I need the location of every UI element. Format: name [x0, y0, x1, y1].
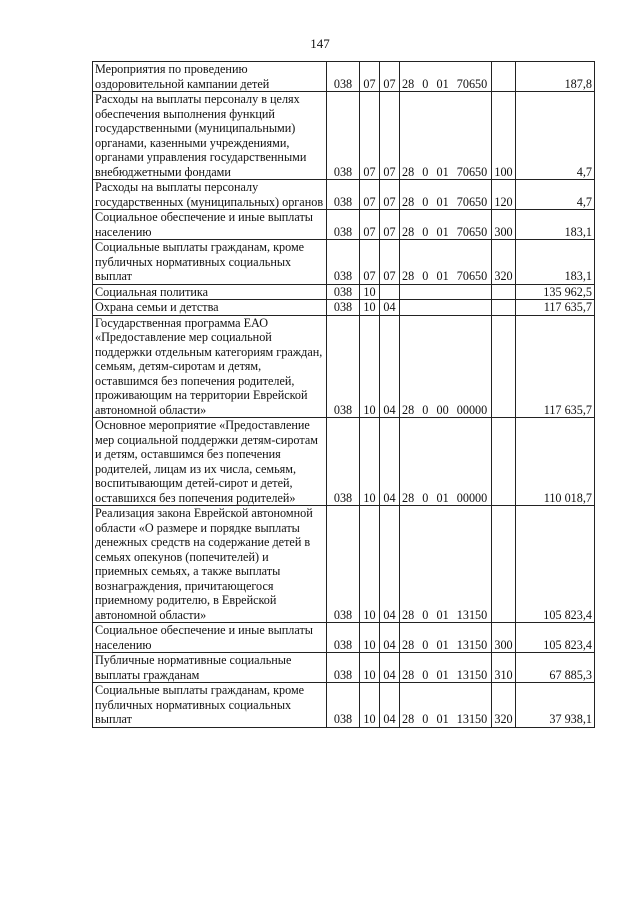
row-section-code: 07 — [360, 92, 380, 180]
row-amount: 110 018,7 — [516, 418, 595, 506]
row-target-article-code: 28 0 01 70650 — [400, 210, 492, 240]
budget-table-body — [93, 62, 595, 728]
row-section-code: 10 — [360, 300, 380, 316]
row-target-article-code: 28 0 01 13150 — [400, 653, 492, 683]
row-amount: 4,7 — [516, 92, 595, 180]
table-row — [93, 180, 595, 210]
row-name: Государственная программа ЕАО «Предоставление мер социальной поддержки отдельным категориям граждан, семьям, детям-сиротам и детям, оставшимся без попечения родителей, проживающим на территории Еврейской автономной области» — [93, 315, 327, 418]
row-amount: 117 635,7 — [516, 300, 595, 316]
row-name: Публичные нормативные социальные выплаты гражданам — [93, 653, 327, 683]
row-amount: 135 962,5 — [516, 284, 595, 300]
row-target-article-code — [400, 284, 492, 300]
table-row — [93, 240, 595, 285]
row-name: Основное мероприятие «Предоставление мер социальной поддержки детям-сиротам и детям, оставшимся без попечения родителей, лицам из их числа, семьям, воспитывающим детей-сирот и детей, оставшихся без попечения родителей» — [93, 418, 327, 506]
row-amount: 187,8 — [516, 62, 595, 92]
row-expense-type-code — [492, 284, 516, 300]
row-expense-type-code: 320 — [492, 240, 516, 285]
row-subsection-code: 04 — [380, 623, 400, 653]
row-grbs-code: 038 — [327, 315, 360, 418]
row-section-code: 10 — [360, 418, 380, 506]
row-expense-type-code — [492, 418, 516, 506]
table-row — [93, 315, 595, 418]
row-expense-type-code: 100 — [492, 92, 516, 180]
row-grbs-code: 038 — [327, 210, 360, 240]
table-row — [93, 62, 595, 92]
row-amount: 67 885,3 — [516, 653, 595, 683]
row-subsection-code: 04 — [380, 300, 400, 316]
row-grbs-code: 038 — [327, 284, 360, 300]
row-target-article-code: 28 0 01 13150 — [400, 623, 492, 653]
row-amount: 183,1 — [516, 210, 595, 240]
row-target-article-code: 28 0 01 70650 — [400, 62, 492, 92]
row-name: Социальные выплаты гражданам, кроме публичных нормативных социальных выплат — [93, 240, 327, 285]
row-subsection-code: 04 — [380, 506, 400, 623]
row-grbs-code: 038 — [327, 62, 360, 92]
row-section-code: 07 — [360, 240, 380, 285]
row-grbs-code: 038 — [327, 506, 360, 623]
row-grbs-code: 038 — [327, 240, 360, 285]
row-section-code: 10 — [360, 653, 380, 683]
row-expense-type-code — [492, 506, 516, 623]
row-expense-type-code: 300 — [492, 623, 516, 653]
row-section-code: 10 — [360, 506, 380, 623]
row-name: Социальные выплаты гражданам, кроме публичных нормативных социальных выплат — [93, 683, 327, 728]
row-expense-type-code — [492, 62, 516, 92]
row-name: Социальное обеспечение и иные выплаты населению — [93, 210, 327, 240]
table-row — [93, 623, 595, 653]
row-name: Охрана семьи и детства — [93, 300, 327, 316]
table-row — [93, 418, 595, 506]
row-target-article-code: 28 0 01 70650 — [400, 240, 492, 285]
row-subsection-code: 07 — [380, 62, 400, 92]
row-name: Расходы на выплаты персоналу в целях обеспечения выполнения функций государственными (муниципальными) органами, казенными учреждениями, органами управления государственными внебюджетными фондами — [93, 92, 327, 180]
row-expense-type-code: 310 — [492, 653, 516, 683]
table-row — [93, 210, 595, 240]
row-subsection-code: 07 — [380, 92, 400, 180]
row-grbs-code: 038 — [327, 653, 360, 683]
row-subsection-code: 04 — [380, 315, 400, 418]
table-row — [93, 300, 595, 316]
row-grbs-code: 038 — [327, 180, 360, 210]
row-subsection-code: 07 — [380, 180, 400, 210]
row-amount: 4,7 — [516, 180, 595, 210]
row-amount: 105 823,4 — [516, 506, 595, 623]
row-grbs-code: 038 — [327, 92, 360, 180]
row-target-article-code: 28 0 00 00000 — [400, 315, 492, 418]
row-grbs-code: 038 — [327, 418, 360, 506]
row-subsection-code — [380, 284, 400, 300]
row-subsection-code: 07 — [380, 240, 400, 285]
row-name: Социальное обеспечение и иные выплаты населению — [93, 623, 327, 653]
table-row — [93, 92, 595, 180]
row-target-article-code: 28 0 01 70650 — [400, 92, 492, 180]
table-row — [93, 284, 595, 300]
table-row — [93, 683, 595, 728]
row-expense-type-code — [492, 300, 516, 316]
row-name: Реализация закона Еврейской автономной области «О размере и порядке выплаты денежных средств на содержание детей в семьях опекунов (попечителей) и приемных семьях, а также выплаты вознаграждения, причитающегося приемному родителю, в Еврейской автономной области» — [93, 506, 327, 623]
row-target-article-code: 28 0 01 13150 — [400, 506, 492, 623]
row-expense-type-code: 320 — [492, 683, 516, 728]
row-section-code: 10 — [360, 683, 380, 728]
row-section-code: 07 — [360, 180, 380, 210]
budget-table — [92, 61, 595, 728]
row-subsection-code: 04 — [380, 683, 400, 728]
table-row — [93, 506, 595, 623]
row-grbs-code: 038 — [327, 683, 360, 728]
row-name: Мероприятия по проведению оздоровительной кампании детей — [93, 62, 327, 92]
row-target-article-code — [400, 300, 492, 316]
row-subsection-code: 07 — [380, 210, 400, 240]
row-target-article-code: 28 0 01 13150 — [400, 683, 492, 728]
row-section-code: 07 — [360, 210, 380, 240]
row-target-article-code: 28 0 01 00000 — [400, 418, 492, 506]
row-expense-type-code: 300 — [492, 210, 516, 240]
row-section-code: 10 — [360, 284, 380, 300]
row-section-code: 07 — [360, 62, 380, 92]
row-amount: 105 823,4 — [516, 623, 595, 653]
row-grbs-code: 038 — [327, 300, 360, 316]
row-name: Социальная политика — [93, 284, 327, 300]
row-section-code: 10 — [360, 315, 380, 418]
row-amount: 37 938,1 — [516, 683, 595, 728]
row-subsection-code: 04 — [380, 418, 400, 506]
row-subsection-code: 04 — [380, 653, 400, 683]
row-section-code: 10 — [360, 623, 380, 653]
row-expense-type-code — [492, 315, 516, 418]
row-name: Расходы на выплаты персоналу государственных (муниципальных) органов — [93, 180, 327, 210]
row-grbs-code: 038 — [327, 623, 360, 653]
row-amount: 183,1 — [516, 240, 595, 285]
row-expense-type-code: 120 — [492, 180, 516, 210]
row-amount: 117 635,7 — [516, 315, 595, 418]
page-number: 147 — [310, 36, 330, 51]
table-row — [93, 653, 595, 683]
row-target-article-code: 28 0 01 70650 — [400, 180, 492, 210]
